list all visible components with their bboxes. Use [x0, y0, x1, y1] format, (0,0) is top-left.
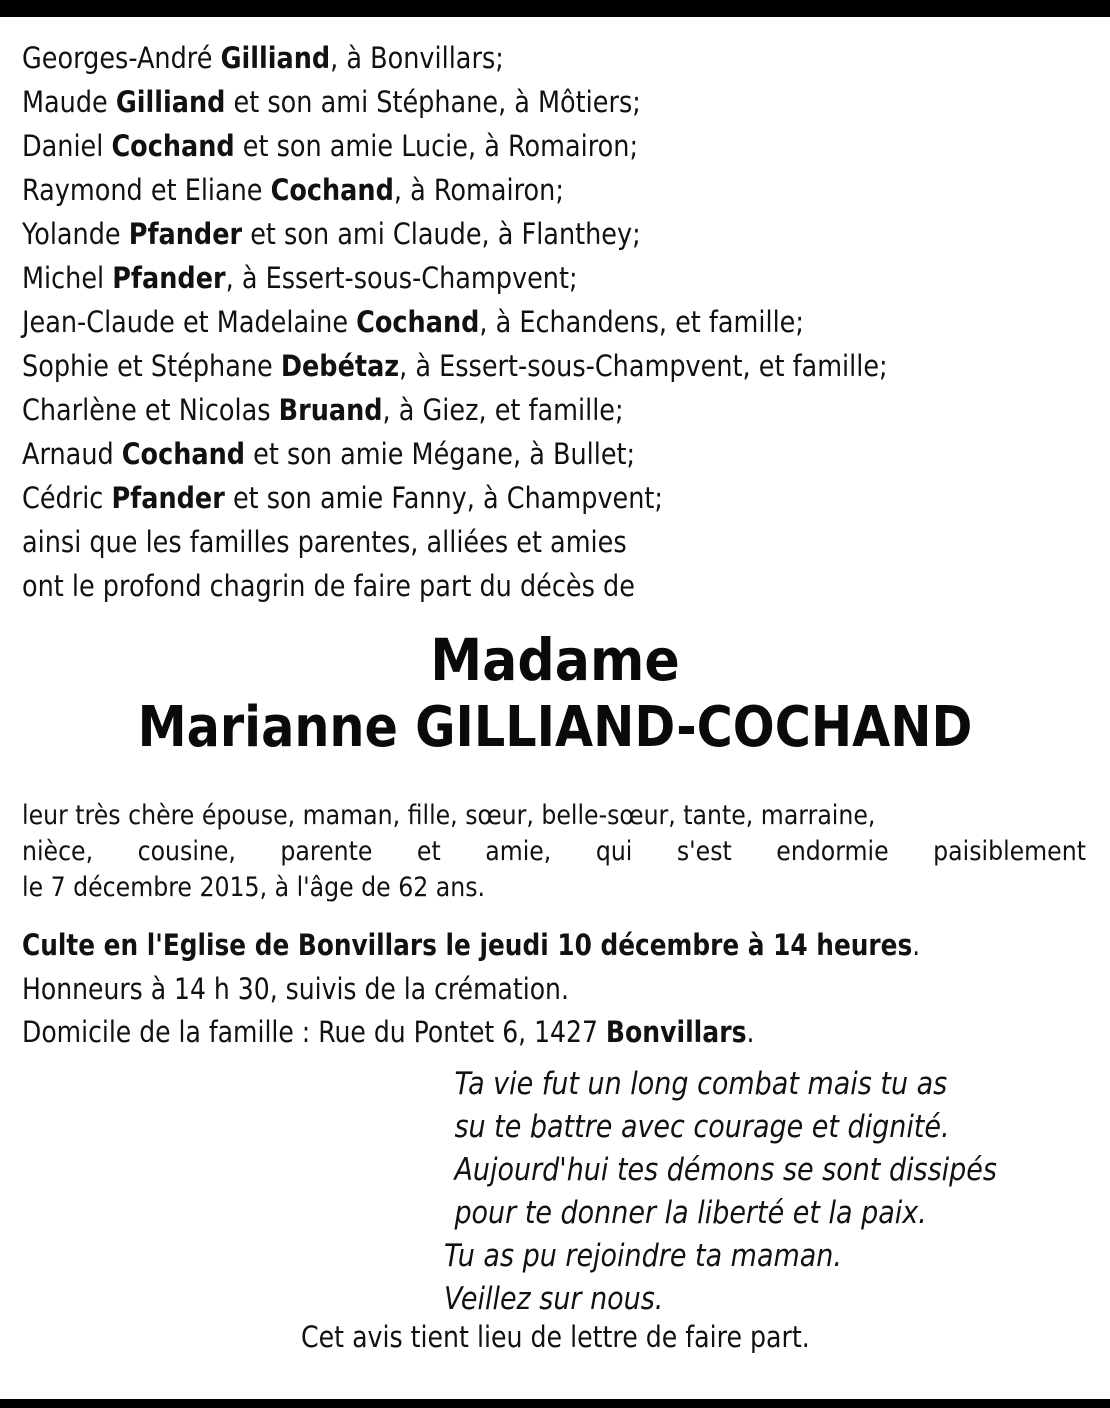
- poem-line: su te battre avec courage et dignité.: [454, 1109, 950, 1145]
- relatives-line: ainsi que les familles parentes, alliées et amies: [22, 525, 627, 559]
- description-word: endormie: [776, 836, 889, 867]
- description-word: nièce,: [22, 836, 94, 867]
- poem-line: Veillez sur nous.: [444, 1281, 664, 1317]
- ceremony-line: [22, 925, 920, 965]
- description-word: parente: [280, 836, 373, 867]
- deceased-heading: [0, 626, 1110, 762]
- bottom-border-rule: [0, 1399, 1110, 1408]
- description-line: le 7 décembre 2015, à l'âge de 62 ans.: [22, 872, 486, 903]
- announce-line: ont le profond chagrin de faire part du décès de: [22, 569, 635, 603]
- domicile-period: .: [746, 1015, 755, 1049]
- family-line: Arnaud Cochand et son amie Mégane, à Bullet;: [22, 437, 636, 471]
- description-word: paisiblement: [933, 836, 1086, 867]
- family-line: Cédric Pfander et son amie Fanny, à Champvent;: [22, 481, 664, 515]
- poem-line: pour te donner la liberté et la paix.: [454, 1195, 927, 1231]
- family-line: Charlène et Nicolas Bruand, à Giez, et famille;: [22, 393, 624, 427]
- domicile-text: Domicile de la famille : Rue du Pontet 6, 1427: [22, 1015, 606, 1049]
- description-word: qui: [595, 836, 633, 867]
- ceremony-text: Culte en l'Eglise de Bonvillars le jeudi 10 décembre à 14 heures: [22, 928, 913, 962]
- description-line-justified: [22, 833, 1086, 869]
- deceased-name: Marianne GILLIAND-COCHAND: [137, 695, 973, 760]
- deceased-description: [22, 797, 1086, 905]
- family-announcement: [22, 36, 1086, 608]
- domicile-line: [22, 1012, 754, 1052]
- description-word: et: [416, 836, 441, 867]
- description-word: amie,: [485, 836, 552, 867]
- poem-line: Ta vie fut un long combat mais tu as: [454, 1066, 948, 1102]
- family-line: Sophie et Stéphane Debétaz, à Essert-sous-Champvent, et famille;: [22, 349, 888, 383]
- family-line: Yolande Pfander et son ami Claude, à Flanthey;: [22, 217, 641, 251]
- footer-note: [0, 1317, 1110, 1357]
- family-line: Maude Gilliand et son ami Stéphane, à Môtiers;: [22, 85, 641, 119]
- domicile-town: Bonvillars: [605, 1015, 747, 1049]
- family-line: Jean-Claude et Madelaine Cochand, à Echandens, et famille;: [22, 305, 804, 339]
- poem-line: Tu as pu rejoindre ta maman.: [444, 1238, 842, 1274]
- ceremony-period: .: [912, 928, 921, 962]
- honours-line: Honneurs à 14 h 30, suivis de la crémation.: [22, 972, 569, 1006]
- footer-text: Cet avis tient lieu de lettre de faire part.: [300, 1320, 810, 1354]
- top-border-rule: [0, 0, 1110, 17]
- family-line: Michel Pfander, à Essert-sous-Champvent;: [22, 261, 578, 295]
- poem-line: Aujourd'hui tes démons se sont dissipés: [454, 1152, 997, 1188]
- family-list: [22, 36, 1086, 608]
- family-line: Daniel Cochand et son amie Lucie, à Romairon;: [22, 129, 639, 163]
- description-word: cousine,: [137, 836, 236, 867]
- family-line: Raymond et Eliane Cochand, à Romairon;: [22, 173, 564, 207]
- family-line: Georges-André Gilliand, à Bonvillars;: [22, 41, 504, 75]
- poem: [444, 1063, 1080, 1321]
- description-word: s'est: [676, 836, 732, 867]
- deceased-title: Madame: [430, 626, 680, 694]
- description-line: leur très chère épouse, maman, fille, sœur, belle-sœur, tante, marraine,: [22, 800, 876, 831]
